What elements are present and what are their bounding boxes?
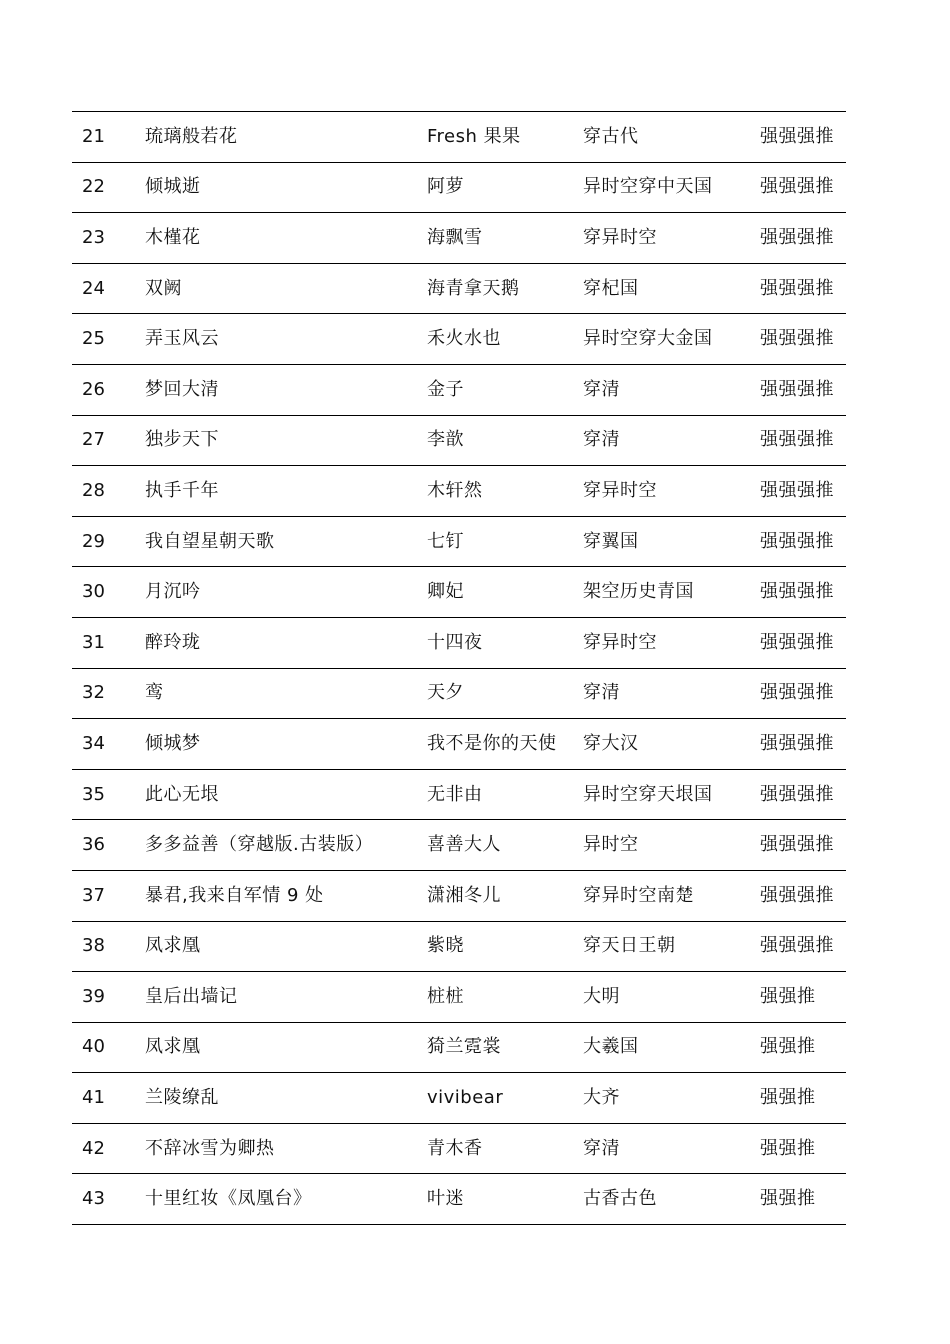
- book-rating: 强强强推: [750, 820, 846, 871]
- book-title: 琉璃般若花: [135, 112, 417, 163]
- book-rating: 强强强推: [750, 466, 846, 517]
- row-number: 32: [72, 668, 135, 719]
- book-title: 凤求凰: [135, 921, 417, 972]
- row-number: 26: [72, 364, 135, 415]
- row-number: 31: [72, 617, 135, 668]
- book-title: 醉玲珑: [135, 617, 417, 668]
- book-rating: 强强强推: [750, 719, 846, 770]
- book-author: 青木香: [417, 1123, 573, 1174]
- book-genre: 穿大汉: [573, 719, 750, 770]
- book-author: 十四夜: [417, 617, 573, 668]
- book-author: 我不是你的天使: [417, 719, 573, 770]
- table-row: [72, 769, 846, 820]
- book-author: 潇湘冬儿: [417, 870, 573, 921]
- table-row: [72, 364, 846, 415]
- row-number: 27: [72, 415, 135, 466]
- book-genre: 穿异时空: [573, 466, 750, 517]
- book-rating: 强强强推: [750, 567, 846, 618]
- book-title: 暴君,我来自军情 9 处: [135, 870, 417, 921]
- row-number: 42: [72, 1123, 135, 1174]
- book-title: 月沉吟: [135, 567, 417, 618]
- book-genre: 古香古色: [573, 1174, 750, 1225]
- book-rating: 强强强推: [750, 162, 846, 213]
- row-number: 41: [72, 1073, 135, 1124]
- book-genre: 穿清: [573, 415, 750, 466]
- book-title: 执手千年: [135, 466, 417, 517]
- row-number: 24: [72, 263, 135, 314]
- table-row: [72, 213, 846, 264]
- book-title: 弄玉风云: [135, 314, 417, 365]
- table-row: [72, 1174, 846, 1225]
- book-author: 海飘雪: [417, 213, 573, 264]
- book-genre: 穿清: [573, 1123, 750, 1174]
- book-rating: 强强强推: [750, 921, 846, 972]
- book-rating: 强强推: [750, 1174, 846, 1225]
- book-title: 此心无垠: [135, 769, 417, 820]
- book-author: Fresh 果果: [417, 112, 573, 163]
- book-author: 海青拿天鹅: [417, 263, 573, 314]
- book-genre: 架空历史青国: [573, 567, 750, 618]
- table-row: [72, 668, 846, 719]
- book-author: 木轩然: [417, 466, 573, 517]
- book-genre: 大明: [573, 972, 750, 1023]
- book-author: 卿妃: [417, 567, 573, 618]
- book-genre: 穿清: [573, 364, 750, 415]
- book-rating: 强强强推: [750, 617, 846, 668]
- book-genre: 穿翼国: [573, 516, 750, 567]
- row-number: 30: [72, 567, 135, 618]
- book-title: 倾城逝: [135, 162, 417, 213]
- book-title: 倾城梦: [135, 719, 417, 770]
- book-author: 天夕: [417, 668, 573, 719]
- row-number: 34: [72, 719, 135, 770]
- book-rating: 强强强推: [750, 870, 846, 921]
- book-genre: 异时空穿天垠国: [573, 769, 750, 820]
- book-genre: 穿异时空南楚: [573, 870, 750, 921]
- book-author: 叶迷: [417, 1174, 573, 1225]
- book-title: 鸾: [135, 668, 417, 719]
- book-genre: 穿杞国: [573, 263, 750, 314]
- book-author: 紫晓: [417, 921, 573, 972]
- table-row: [72, 314, 846, 365]
- table-row: [72, 972, 846, 1023]
- book-title: 不辞冰雪为卿热: [135, 1123, 417, 1174]
- book-rating: 强强强推: [750, 314, 846, 365]
- book-author: 七钉: [417, 516, 573, 567]
- book-author: 阿萝: [417, 162, 573, 213]
- book-genre: 穿古代: [573, 112, 750, 163]
- row-number: 39: [72, 972, 135, 1023]
- row-number: 43: [72, 1174, 135, 1225]
- book-genre: 穿清: [573, 668, 750, 719]
- book-rating: 强强强推: [750, 112, 846, 163]
- book-title: 独步天下: [135, 415, 417, 466]
- table-row: [72, 516, 846, 567]
- row-number: 40: [72, 1022, 135, 1073]
- book-rating: 强强强推: [750, 769, 846, 820]
- book-rating: 强强推: [750, 1123, 846, 1174]
- table-row: [72, 617, 846, 668]
- row-number: 37: [72, 870, 135, 921]
- row-number: 36: [72, 820, 135, 871]
- book-author: 桩桩: [417, 972, 573, 1023]
- book-rating: 强强强推: [750, 415, 846, 466]
- table-row: [72, 466, 846, 517]
- row-number: 28: [72, 466, 135, 517]
- book-rating: 强强推: [750, 972, 846, 1023]
- book-genre: 穿异时空: [573, 213, 750, 264]
- book-title: 十里红妆《凤凰台》: [135, 1174, 417, 1225]
- book-author: vivibear: [417, 1073, 573, 1124]
- book-title: 木槿花: [135, 213, 417, 264]
- book-rating: 强强强推: [750, 364, 846, 415]
- row-number: 29: [72, 516, 135, 567]
- table-row: [72, 162, 846, 213]
- book-title: 凤求凰: [135, 1022, 417, 1073]
- book-genre: 异时空穿中天国: [573, 162, 750, 213]
- book-genre: 异时空: [573, 820, 750, 871]
- book-title: 双阙: [135, 263, 417, 314]
- table-row: [72, 567, 846, 618]
- book-author: 金子: [417, 364, 573, 415]
- row-number: 22: [72, 162, 135, 213]
- book-title: 梦回大清: [135, 364, 417, 415]
- table-row: [72, 1073, 846, 1124]
- row-number: 25: [72, 314, 135, 365]
- table-row: [72, 112, 846, 163]
- book-author: 猗兰霓裳: [417, 1022, 573, 1073]
- book-genre: 穿天日王朝: [573, 921, 750, 972]
- book-rating: 强强强推: [750, 213, 846, 264]
- row-number: 23: [72, 213, 135, 264]
- book-rating: 强强强推: [750, 516, 846, 567]
- book-genre: 大齐: [573, 1073, 750, 1124]
- book-genre: 异时空穿大金国: [573, 314, 750, 365]
- table-row: [72, 415, 846, 466]
- book-author: 喜善大人: [417, 820, 573, 871]
- table-row: [72, 263, 846, 314]
- row-number: 21: [72, 112, 135, 163]
- book-genre: 穿异时空: [573, 617, 750, 668]
- book-list-table: [72, 111, 846, 1225]
- table-row: [72, 1123, 846, 1174]
- row-number: 38: [72, 921, 135, 972]
- book-title: 兰陵缭乱: [135, 1073, 417, 1124]
- book-rating: 强强强推: [750, 668, 846, 719]
- book-rating: 强强强推: [750, 263, 846, 314]
- book-title: 多多益善（穿越版.古装版）: [135, 820, 417, 871]
- table-row: [72, 870, 846, 921]
- book-title: 我自望星朝天歌: [135, 516, 417, 567]
- table-row: [72, 1022, 846, 1073]
- book-title: 皇后出墙记: [135, 972, 417, 1023]
- row-number: 35: [72, 769, 135, 820]
- book-author: 李歆: [417, 415, 573, 466]
- table-row: [72, 820, 846, 871]
- book-rating: 强强推: [750, 1073, 846, 1124]
- book-list-body: [72, 112, 846, 1225]
- book-author: 禾火水也: [417, 314, 573, 365]
- book-rating: 强强推: [750, 1022, 846, 1073]
- table-row: [72, 921, 846, 972]
- book-author: 无非由: [417, 769, 573, 820]
- book-genre: 大羲国: [573, 1022, 750, 1073]
- table-row: [72, 719, 846, 770]
